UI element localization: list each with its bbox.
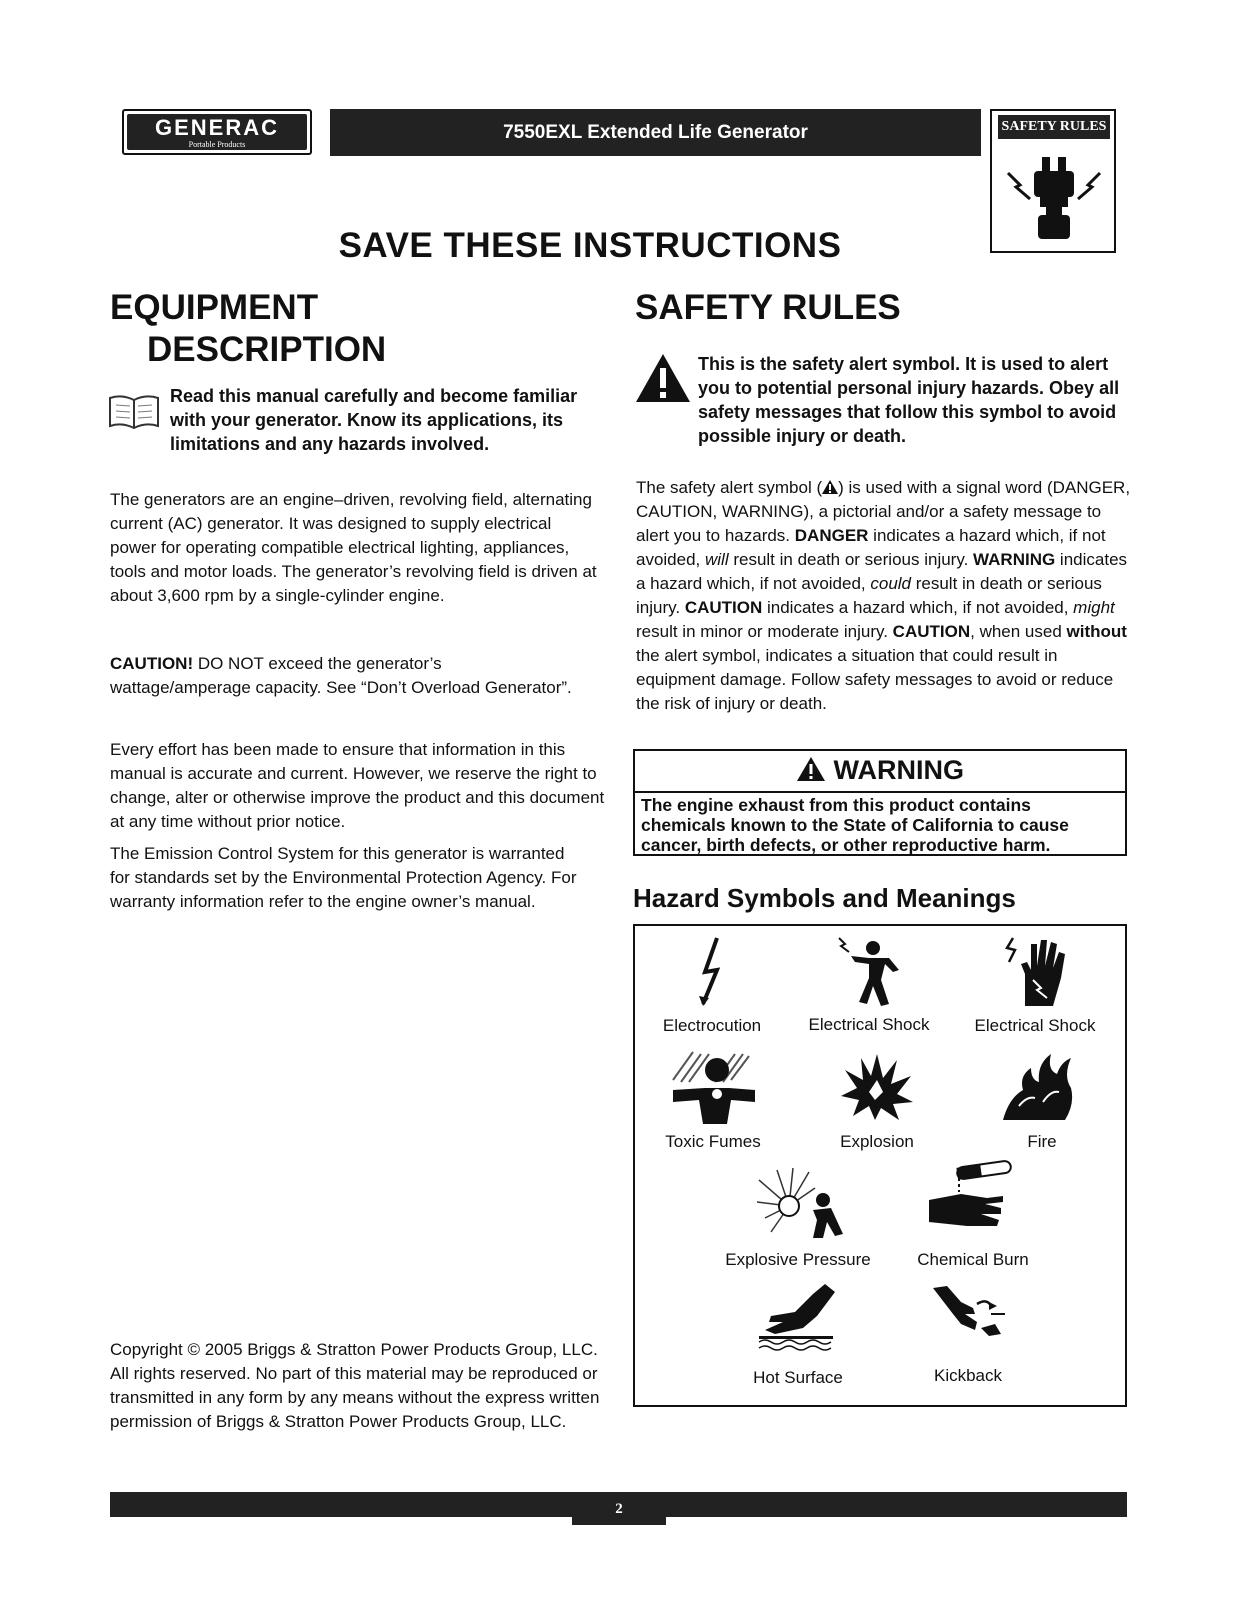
- hand-shock-icon: [1003, 934, 1069, 1010]
- hazard-label: Kickback: [933, 1366, 1003, 1385]
- chemical-burn-icon: [927, 1160, 1017, 1232]
- could-word: could: [870, 574, 912, 593]
- person-shock-icon: [835, 934, 905, 1008]
- signal-text-i: , when used: [970, 622, 1067, 641]
- hazard-label: Explosion: [840, 1132, 914, 1151]
- kickback-icon: [931, 1284, 1007, 1346]
- logo-text: GENERAC: [154, 115, 279, 140]
- hazard-label: Electrical Shock: [808, 1015, 930, 1034]
- inline-alert-icon: [822, 480, 838, 494]
- signal-word-paragraph: [636, 476, 1134, 716]
- hot-surface-icon: [757, 1282, 837, 1352]
- signal-text-a: The safety alert symbol (: [636, 478, 823, 497]
- caution-paragraph: [110, 652, 580, 700]
- equipment-heading-line1: EQUIPMENT: [110, 288, 319, 327]
- explosion-icon: [841, 1054, 913, 1120]
- danger-word: DANGER: [794, 526, 869, 545]
- hazard-label: Electrical Shock: [974, 1016, 1096, 1035]
- warning-box-text: The engine exhaust from this product contains chemicals known to the State of California to cause cancer, birth defects, or other reproductive harm.: [641, 795, 1069, 855]
- open-book-icon: [108, 392, 160, 430]
- signal-text-d: result in death or serious injury.: [728, 550, 974, 569]
- california-warning-box: [633, 749, 1127, 856]
- warning-alert-icon: [796, 756, 826, 782]
- toxic-fumes-icon: [669, 1048, 757, 1124]
- will-word: will: [705, 550, 729, 569]
- lightning-bolt-icon: [693, 936, 733, 1008]
- page-number: 2: [572, 1492, 666, 1525]
- safety-alert-icon: [634, 352, 692, 404]
- caution-word-2: CAUTION: [892, 622, 971, 641]
- signal-text-f: result in death or serious injury.: [636, 574, 1102, 617]
- caution-word: CAUTION!: [110, 654, 194, 673]
- hazard-label: Chemical Burn: [917, 1250, 1029, 1269]
- fire-icon: [1001, 1046, 1075, 1120]
- accuracy-paragraph: Every effort has been made to ensure that information in this manual is accurate and current. However, we reserve the right to change, alter or otherwise improve the product and this document at any time without prior notice.: [110, 740, 605, 831]
- generator-description: The generators are an engine–driven, revolving field, alternating current (AC) generator. It was designed to supply electrical power for operating compatible electrical lighting, appliances, tools and motor loads. The generator’s revolving field is driven at about 3,600 rpm by a single-cylinder engine.: [110, 490, 597, 605]
- generac-logo: [122, 109, 312, 155]
- hazard-label: Hot Surface: [753, 1368, 843, 1387]
- without-word: without: [1066, 622, 1127, 641]
- signal-text-h: result in minor or moderate injury.: [636, 622, 893, 641]
- explosive-pressure-icon: [753, 1166, 845, 1240]
- logo-subtext: Portable Products: [188, 140, 246, 149]
- signal-text-b: ) is used with a signal word (DANGER, CAUTION, WARNING), a pictorial and/or a safety message to alert you to hazards.: [636, 478, 1131, 545]
- signal-text-e: indicates a hazard which, if not avoided,: [636, 550, 1128, 593]
- safety-rules-heading: SAFETY RULES: [635, 288, 901, 327]
- caution-text: DO NOT exceed the generator’s wattage/amperage capacity. See “Don’t Overload Generator”.: [110, 654, 572, 697]
- document-title-bar: 7550EXL Extended Life Generator: [330, 109, 981, 156]
- caution-word-1: CAUTION: [684, 598, 763, 617]
- hazard-symbols-heading: Hazard Symbols and Meanings: [633, 883, 1016, 913]
- safety-alert-explanation: This is the safety alert symbol. It is used to alert you to potential personal injury hazards. Obey all safety messages that follow this symbol to avoid possible injury or death.: [698, 354, 1120, 446]
- warning-box-header: [635, 751, 1125, 793]
- hazard-label: Toxic Fumes: [665, 1132, 761, 1151]
- warning-box-title: WARNING: [833, 755, 964, 785]
- copyright-notice: Copyright © 2005 Briggs & Stratton Power Products Group, LLC. All rights reserved. No part of this material may be reproduced or transmitted in any form by any means without the express written permission of Briggs & Stratton Power Products Group, LLC.: [110, 1340, 600, 1431]
- hazard-label: Fire: [1027, 1132, 1057, 1151]
- hazard-symbols-grid: [633, 924, 1127, 1407]
- emission-paragraph: The Emission Control System for this generator is warranted for standards set by the Environmental Protection Agency. For warranty information refer to the engine owner’s manual.: [110, 844, 577, 911]
- safety-rules-badge-label: SAFETY RULES: [998, 115, 1110, 139]
- hazard-label: Explosive Pressure: [725, 1250, 871, 1269]
- page-title: SAVE THESE INSTRUCTIONS: [338, 226, 842, 265]
- equipment-heading-line2: DESCRIPTION: [147, 330, 387, 369]
- might-word: might: [1073, 598, 1115, 617]
- signal-text-c: indicates a hazard which, if not avoided,: [636, 526, 1106, 569]
- read-manual-notice: Read this manual carefully and become familiar with your generator. Know its applications, its limitations and any hazards involved.: [170, 386, 578, 454]
- signal-text-g: indicates a hazard which, if not avoided,: [762, 598, 1074, 617]
- hazard-label: Electrocution: [662, 1016, 762, 1035]
- warning-word: WARNING: [973, 550, 1056, 569]
- signal-text-j: the alert symbol, indicates a situation that could result in equipment damage. Follow safety messages to avoid or reduce the risk of injury or death.: [636, 646, 1114, 713]
